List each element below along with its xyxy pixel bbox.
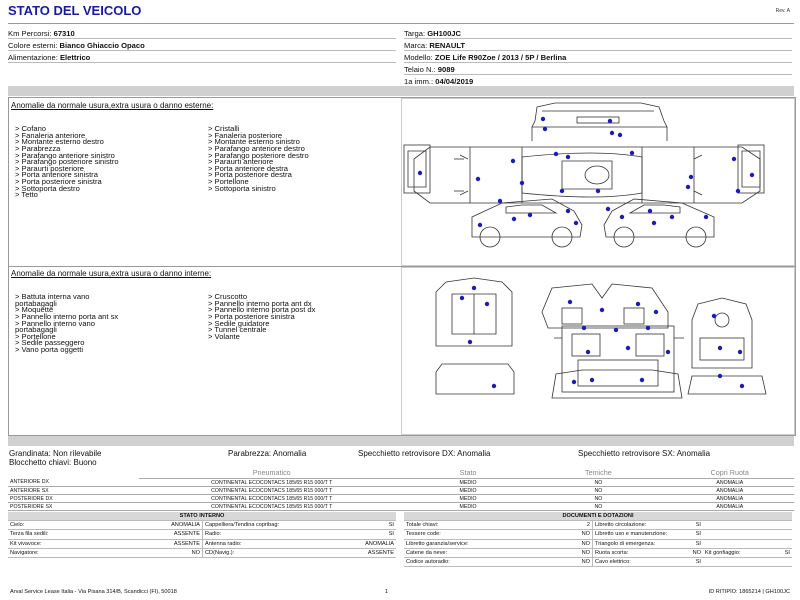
damage-marker <box>689 175 693 179</box>
damage-marker <box>560 189 564 193</box>
damage-marker <box>528 213 532 217</box>
title-divider <box>8 23 794 24</box>
section-band-2 <box>8 436 794 446</box>
stato-interno-title: STATO INTERNO <box>8 512 396 521</box>
specchietto-sx-status: Specchietto retrovisore SX: Anomalia <box>578 449 711 458</box>
damage-marker <box>666 350 670 354</box>
footer-address: Arval Service Lease Italia - Via Pisana 314/B, Scandicci (FI), 50018 <box>10 589 177 595</box>
interior-top-center <box>542 284 668 328</box>
tyres-header-stato: Stato <box>405 467 531 479</box>
damage-marker <box>640 378 644 382</box>
internal-car-svg <box>402 268 794 434</box>
damage-marker <box>736 189 740 193</box>
interior-trunk-views <box>436 364 766 398</box>
damage-marker <box>418 171 422 175</box>
internal-damage-list-2: > Cruscotto > Pannello interno porta ant dx > Pannello interno porta post dx > Porta posteriore sinistra > Sedile guidatore > Tunnel centrale > Volante <box>208 292 316 341</box>
immatricolazione-field: 1a imm.: 04/04/2019 <box>404 77 792 87</box>
section-band <box>8 86 794 96</box>
damage-marker <box>543 127 547 131</box>
table-row: POSTERIORE DX CONTINENTAL ECOCONTACS 185/65 R15 000/T T MEDIO NO ANOMALIA <box>8 495 794 503</box>
damage-marker <box>718 346 722 350</box>
car-side-profiles <box>472 199 714 247</box>
damage-marker <box>704 215 708 219</box>
tyres-table <box>8 467 794 511</box>
documenti-table <box>404 512 792 567</box>
revision-label: Rev. A <box>775 8 790 14</box>
damage-marker <box>732 157 736 161</box>
damage-marker <box>541 117 545 121</box>
damage-marker <box>646 326 650 330</box>
table-row: Navigatore: NO CD(Navig.): ASSENTE <box>10 549 394 556</box>
damage-marker <box>718 374 722 378</box>
damage-marker <box>630 151 634 155</box>
telaio-field: Telaio N.: 9089 <box>404 65 792 75</box>
table-row: Kit vivavoce: ASSENTE Antenna radio: ANOMALIA <box>10 540 394 547</box>
damage-marker <box>520 181 524 185</box>
external-damage-list-2: > Cristalli > Fanaleria posteriore > Montante esterno sinistro > Parafango anteriore destro > Parafango posteriore destro > Paraurti anteriore > Porta anteriore destra > Porta posteriore destra > Portellone > Sottoporta sinistro <box>208 124 309 193</box>
damage-marker <box>620 215 624 219</box>
table-row: Terza fila sedili: ASSENTE Radio: SI <box>10 531 394 538</box>
damage-marker <box>652 221 656 225</box>
tyres-header-copri-ruota: Copri Ruota <box>666 467 794 479</box>
footer-id: ID RITIPIO: 1865214 | GH100JC <box>708 589 790 595</box>
damage-marker <box>511 159 515 163</box>
tyres-header-pneumatico: Pneumatico <box>139 467 405 479</box>
damage-marker <box>568 300 572 304</box>
damage-marker <box>485 302 489 306</box>
damage-marker <box>712 314 716 318</box>
damage-marker <box>554 152 558 156</box>
table-row: POSTERIORE SX CONTINENTAL ECOCONTACS 185/65 R15 000/T T MEDIO NO ANOMALIA <box>8 503 794 511</box>
grandinata-status: Grandinata: Non rilevabile <box>9 449 102 458</box>
damage-marker <box>626 346 630 350</box>
damage-marker <box>468 340 472 344</box>
table-row: Cielo: ANOMALIA Cappelliera/Tendina copribag: SI <box>10 522 394 529</box>
table-row: Codice autoradio: NO Cavo elettrico: SI <box>404 557 792 566</box>
damage-marker <box>654 310 658 314</box>
table-row: ANTERIORE SX CONTINENTAL ECOCONTACS 185/65 R15 000/T T MEDIO NO ANOMALIA <box>8 487 794 495</box>
damage-marker <box>574 221 578 225</box>
targa-field: Targa: GH100JC <box>404 29 792 39</box>
table-row: Tessere code: NO Libretto uso e manutenzione: SI <box>404 530 792 539</box>
car-front-view <box>532 103 667 141</box>
damage-marker <box>572 380 576 384</box>
stato-interno-table <box>8 512 396 558</box>
tyres-header-temiche: Temiche <box>531 467 665 479</box>
external-car-diagram <box>401 98 795 266</box>
table-row: ANTERIORE DX CONTINENTAL ECOCONTACS 185/65 R15 000/T T MEDIO NO ANOMALIA <box>8 479 794 487</box>
damage-marker <box>582 326 586 330</box>
damage-marker <box>738 350 742 354</box>
external-car-svg <box>402 99 794 265</box>
km-field: Km Percorsi: 67310 <box>8 29 396 39</box>
footer-page-number: 1 <box>385 589 389 595</box>
internal-damage-title: Anomalie da normale usura,extra usura o danno interne: <box>11 269 212 278</box>
damage-marker <box>596 189 600 193</box>
internal-damage-list-1: > Battuta interna vano portabagagli > Moquette > Pannello interno porta ant sx > Pannello interno vano portabagagli > Portellone > Sedile passeggero > Vano porta oggetti <box>15 292 119 354</box>
external-damage-title: Anomalie da normale usura,extra usura o danno esterne: <box>11 101 214 110</box>
damage-marker <box>750 173 754 177</box>
damage-marker <box>614 328 618 332</box>
damage-marker <box>590 378 594 382</box>
interior-dashboard <box>692 298 752 368</box>
damage-marker <box>670 215 674 219</box>
damage-marker <box>478 223 482 227</box>
damage-marker <box>610 131 614 135</box>
damage-marker <box>648 209 652 213</box>
vehicle-info-left <box>8 29 396 63</box>
damage-marker <box>498 199 502 203</box>
damage-marker <box>740 384 744 388</box>
documenti-title: DOCUMENTI E DOTAZIONI <box>404 512 792 521</box>
table-row: Catene da neve: NO Ruota scorta: NO Kit gonfiaggio: SI <box>406 549 790 556</box>
damage-marker <box>566 209 570 213</box>
damage-marker <box>566 155 570 159</box>
marca-field: Marca: RENAULT <box>404 41 792 51</box>
parabrezza-status: Parabrezza: Anomalia <box>228 449 307 458</box>
damage-marker <box>476 177 480 181</box>
damage-marker <box>600 308 604 312</box>
car-top-view <box>414 147 760 203</box>
table-row: Totale chiavi: 2 Libretto circolazione: SI <box>404 521 792 530</box>
alimentazione-field: Alimentazione: Elettrico <box>8 53 396 63</box>
damage-marker <box>472 286 476 290</box>
damage-marker <box>606 207 610 211</box>
table-row: Libretto garanzia/service: NO Triangolo di emergenza: SI <box>404 539 792 548</box>
damage-marker <box>636 302 640 306</box>
damage-marker <box>608 119 612 123</box>
car-end-views <box>404 145 764 193</box>
damage-marker <box>512 217 516 221</box>
interior-damage-markers <box>460 286 744 388</box>
damage-marker <box>492 384 496 388</box>
specchietto-dx-status: Specchietto retrovisore DX: Anomalia <box>358 449 491 458</box>
external-damage-list-1: > Cofano > Fanaleria anteriore > Montante esterno destro > Parabrezza > Parafango anteriore sinistro > Parafango posteriore sinistro > Paraurti posteriore > Porta anteriore sinistra > Porta posteriore sinistra > Sottoporta destro > Tetto <box>15 124 119 200</box>
damage-marker <box>460 296 464 300</box>
damage-marker <box>686 185 690 189</box>
colore-field: Colore esterni: Bianco Ghiaccio Opaco <box>8 41 396 51</box>
damage-marker <box>586 350 590 354</box>
page-title: STATO DEL VEICOLO <box>8 3 142 18</box>
blocchetto-status: Blocchetto chiavi: Buono <box>9 458 97 467</box>
modello-field: Modello: ZOE Life R90Zoe / 2013 / 5P / Berlina <box>404 53 792 63</box>
vehicle-info-right <box>404 29 792 87</box>
damage-marker <box>618 133 622 137</box>
internal-car-diagram <box>401 267 795 435</box>
